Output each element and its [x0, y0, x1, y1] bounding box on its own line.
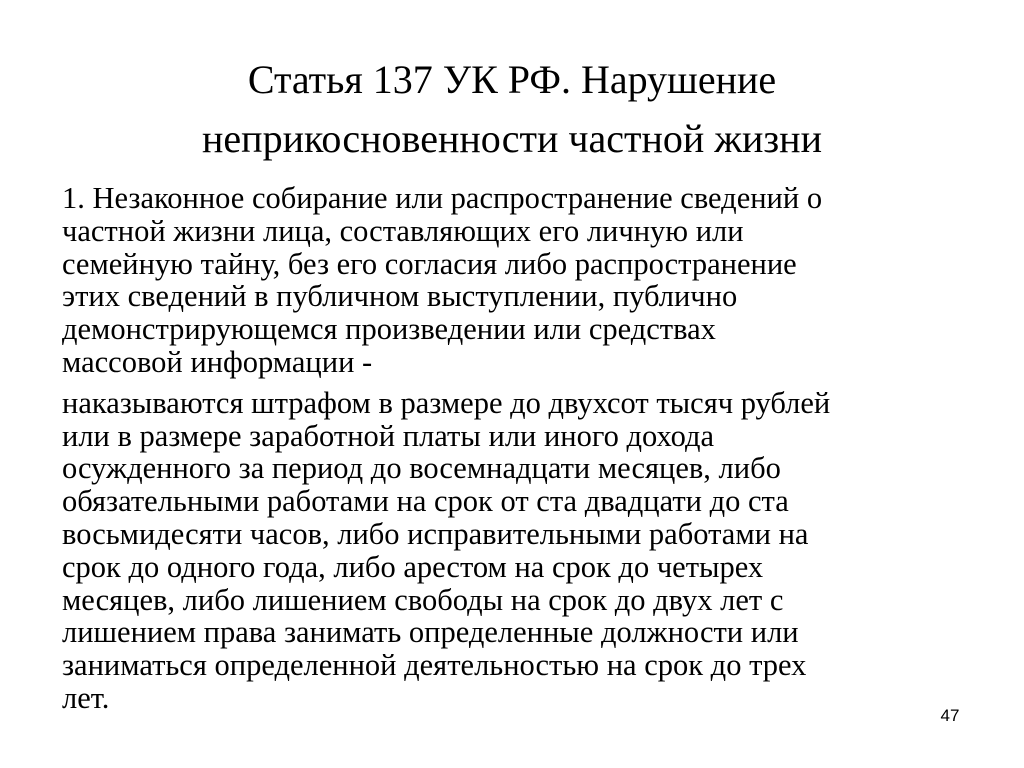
title-line-1: Статья 137 УК РФ. Нарушение	[247, 57, 777, 102]
text-line: этих сведений в публичном выступлении, публично	[62, 279, 738, 314]
text-line: срок до одного года, либо арестом на срок до четырех	[62, 549, 764, 584]
text-line: лет.	[62, 680, 110, 715]
text-line: 1. Незаконное собирание или распространение сведений о	[62, 181, 823, 215]
text-line: или в размере заработной платы или иного дохода	[62, 418, 715, 453]
text-line: массовой информации -	[62, 344, 373, 379]
text-line: демонстрирующемся произведении или средствах	[62, 312, 716, 347]
text-line: частной жизни лица, составляющих его личную или	[62, 213, 744, 248]
title-line-2: неприкосновенности частной жизни	[202, 116, 822, 161]
text-line: семейную тайну, без его согласия либо распространение	[62, 246, 797, 281]
text-line: восьмидесяти часов, либо исправительными работами на	[62, 516, 809, 551]
paragraph-offense	[62, 182, 962, 379]
page-number: 47	[940, 706, 960, 725]
body-text	[62, 182, 962, 723]
text-line: заниматься определенной деятельностью на срок до трех	[62, 648, 807, 683]
text-line: осужденного за период до восемнадцати месяцев, либо	[62, 451, 781, 486]
text-line: наказываются штрафом в размере до двухсот тысяч рублей	[62, 385, 831, 420]
slide-title	[80, 50, 944, 168]
text-line: обязательными работами на срок от ста двадцати до ста	[62, 484, 789, 519]
paragraph-penalty	[62, 387, 962, 715]
text-line: лишением права занимать определенные должности или	[62, 615, 799, 650]
text-line: месяцев, либо лишением свободы на срок до двух лет с	[62, 582, 784, 617]
